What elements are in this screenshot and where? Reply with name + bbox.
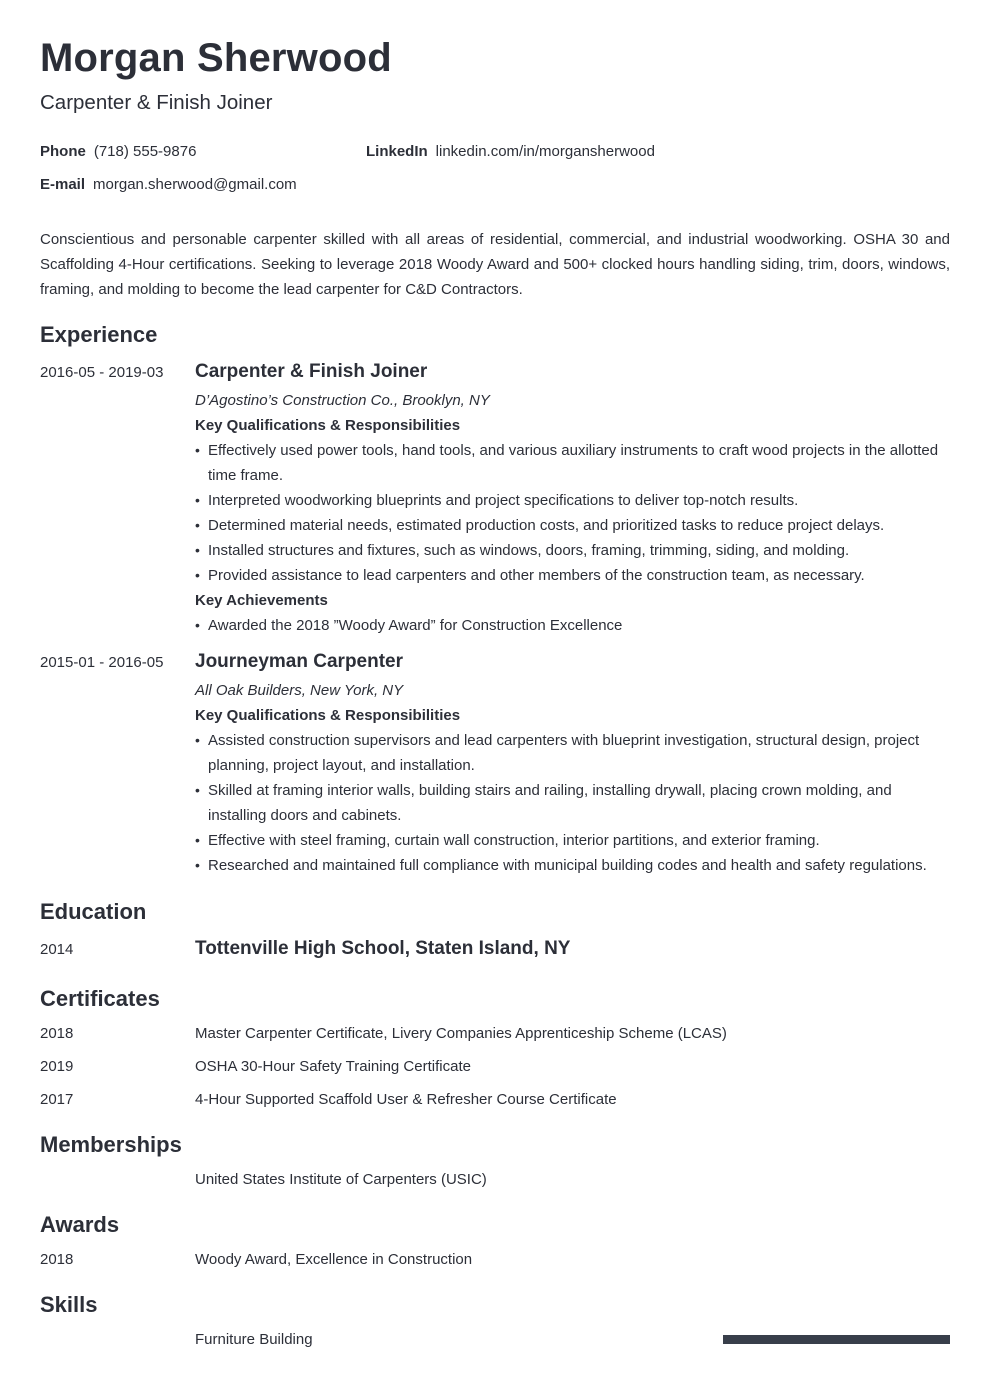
job-company: D’Agostino’s Construction Co., Brooklyn, NY: [195, 392, 490, 409]
qualifications-heading: Key Qualifications & Responsibilities: [195, 417, 461, 434]
summary-paragraph: Conscientious and personable carpenter skilled with all areas of residential, commercial, and industrial woodworking. OSHA 30 and Scaffolding 4-Hour certifications. Seeking to leverage 2018 Woody Award and 500+ clocked hours handling siding, trim, doors, windows, framing, and molding to become the lead carpenter for C&D Contractors.: [40, 231, 950, 298]
award-year: 2018: [40, 1251, 74, 1268]
list-item: • Provided assistance to lead carpenters and other members of the construction team, as necessary.: [195, 563, 950, 588]
email-value[interactable]: morgan.sherwood@gmail.com: [93, 176, 297, 193]
job-title: Journeyman Carpenter: [195, 651, 404, 672]
qualifications-list: [195, 728, 950, 878]
phone-value: (718) 555-9876: [93, 143, 197, 160]
list-item: • Installed structures and fixtures, such as windows, doors, framing, trimming, siding, and molding.: [195, 538, 950, 563]
job-dates: 2015-01 - 2016-05: [40, 654, 164, 671]
skill-name: Furniture Building: [195, 1331, 313, 1348]
list-item: • Determined material needs, estimated production costs, and prioritized tasks to reduce project delays.: [195, 513, 950, 538]
email-label: E-mail: [40, 176, 86, 193]
certificate-name: 4-Hour Supported Scaffold User & Refresher Course Certificate: [195, 1091, 617, 1108]
job-entry: [195, 649, 950, 878]
skill-level-bar: [723, 1335, 950, 1344]
contact-linkedin: [366, 143, 655, 161]
certificates-heading: Certificates: [40, 986, 160, 1011]
list-item: • Skilled at framing interior walls, building stairs and railing, installing drywall, placing crown molding, and installing doors and cabinets.: [195, 778, 950, 828]
linkedin-label: LinkedIn: [366, 143, 428, 160]
candidate-role: Carpenter & Finish Joiner: [40, 91, 273, 114]
experience-heading: Experience: [40, 322, 158, 347]
memberships-heading: Memberships: [40, 1132, 182, 1157]
list-item: • Effective with steel framing, curtain wall construction, interior partitions, and exterior framing.: [195, 828, 950, 853]
job-dates: 2016-05 - 2019-03: [40, 364, 164, 381]
certificate-year: 2017: [40, 1091, 74, 1108]
award-item: Woody Award, Excellence in Construction: [195, 1251, 473, 1268]
contact-phone: [40, 143, 196, 161]
achievements-heading: Key Achievements: [195, 592, 328, 609]
awards-heading: Awards: [40, 1212, 120, 1237]
certificate-name: Master Carpenter Certificate, Livery Companies Apprenticeship Scheme (LCAS): [195, 1025, 727, 1042]
qualifications-list: [195, 438, 950, 588]
job-company: All Oak Builders, New York, NY: [195, 682, 404, 699]
certificate-year: 2018: [40, 1025, 74, 1042]
linkedin-value[interactable]: linkedin.com/in/morgansherwood: [435, 143, 655, 160]
skills-heading: Skills: [40, 1292, 98, 1317]
certificate-year: 2019: [40, 1058, 74, 1075]
list-item: • Researched and maintained full compliance with municipal building codes and health and safety regulations.: [195, 853, 950, 878]
education-year: 2014: [40, 941, 74, 958]
candidate-name: Morgan Sherwood: [40, 36, 392, 80]
job-entry: [195, 359, 950, 638]
list-item: • Effectively used power tools, hand tools, and various auxiliary instruments to craft wood projects in the allotted time frame.: [195, 438, 950, 488]
certificate-name: OSHA 30-Hour Safety Training Certificate: [195, 1058, 471, 1075]
job-title: Carpenter & Finish Joiner: [195, 361, 428, 382]
list-item: • Awarded the 2018 ”Woody Award” for Construction Excellence: [195, 613, 950, 638]
education-heading: Education: [40, 899, 147, 924]
achievements-list: [195, 613, 950, 638]
skill-level-fill: [723, 1335, 950, 1344]
list-item: • Interpreted woodworking blueprints and project specifications to deliver top-notch results.: [195, 488, 950, 513]
membership-item: United States Institute of Carpenters (USIC): [195, 1171, 487, 1188]
qualifications-heading: Key Qualifications & Responsibilities: [195, 707, 461, 724]
education-school: Tottenville High School, Staten Island, NY: [195, 938, 571, 959]
phone-label: Phone: [40, 143, 86, 160]
list-item: • Assisted construction supervisors and lead carpenters with blueprint investigation, structural design, project planning, project layout, and installation.: [195, 728, 950, 778]
contact-email: [40, 176, 297, 194]
